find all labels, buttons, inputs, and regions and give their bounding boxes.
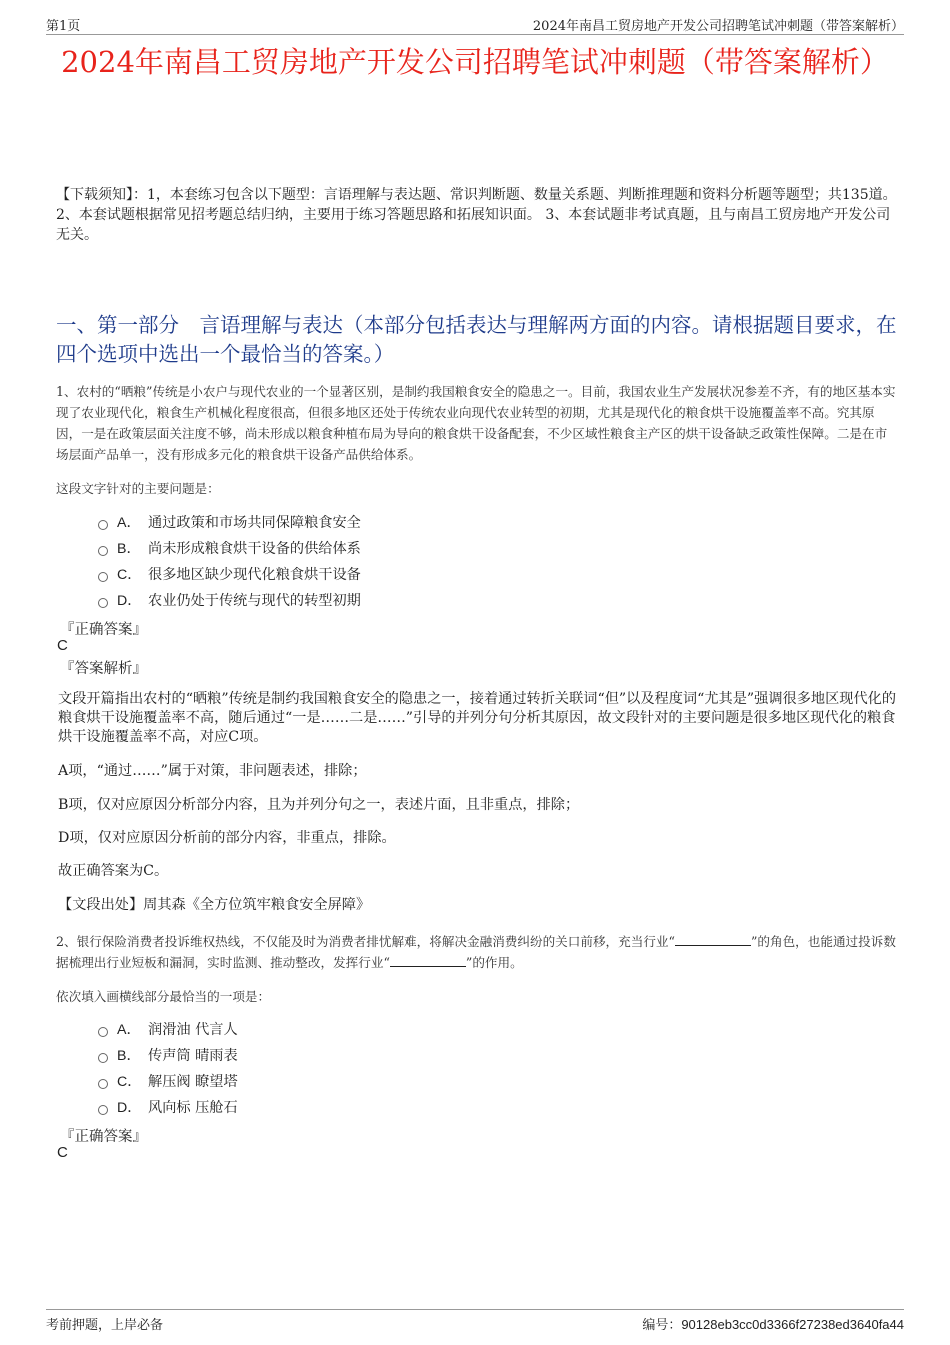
radio-icon[interactable] [98,546,108,556]
page-number: 第1页 [46,19,81,34]
header-doc-title: 2024年南昌工贸房地产开发公司招聘笔试冲刺题（带答案解析） [532,19,904,34]
option-text: 很多地区缺少现代化粮食烘干设备 [148,567,361,583]
radio-icon[interactable] [98,1053,108,1063]
option-d[interactable]: D． 农业仍处于传统与现代的转型初期 [98,587,361,613]
option-text: 解压阀 瞭望塔 [148,1074,238,1090]
section-heading: 一、第一部分 言语理解与表达（本部分包括表达与理解两方面的内容。请根据题目要求，在四个选项中选出一个最恰当的答案。） [56,313,897,366]
analysis-paragraph: B项，仅对应原因分析部分内容，且为并列分句之一，表述片面，且非重点，排除； [58,797,580,813]
radio-icon[interactable] [98,572,108,582]
option-text: 传声筒 晴雨表 [148,1048,238,1064]
radio-icon[interactable] [98,1079,108,1089]
question-2-stem: 2、银行保险消费者投诉维权热线，不仅能及时为消费者排忧解难，将解决金融消费纠纷的关口前移，充当行业“ ”的角色，也能通过投诉数据梳理出行业短板和漏洞，实时监测、推动整改，发挥行业“ ”的作用。 [56,934,896,970]
analysis-paragraph: D项，仅对应原因分析前的部分内容，非重点，排除。 [58,830,396,846]
answer-value: C [57,1144,68,1161]
option-text: 农业仍处于传统与现代的转型初期 [148,593,361,609]
document-code: 编号：90128eb3cc0d3366f27238ed3640fa44 [642,1317,904,1333]
question-1-options [98,509,361,613]
question-2-options [98,1016,238,1120]
option-b[interactable]: B． 尚未形成粮食烘干设备的供给体系 [98,535,361,561]
option-a[interactable]: A． 通过政策和市场共同保障粮食安全 [98,509,361,535]
option-text: 尚未形成粮食烘干设备的供给体系 [148,541,361,557]
source-citation: 【文段出处】周其森《全方位筑牢粮食安全屏障》 [58,897,371,913]
radio-icon[interactable] [98,598,108,608]
analysis-paragraph: 文段开篇指出农村的“晒粮”传统是制约我国粮食安全的隐患之一，接着通过转折关联词“但”以及程度词“尤其是”强调很多地区现代化的粮食烘干设施覆盖率不高，随后通过“一是……二是……”引导的并列分句分析其原因，故文段针对的主要问题是很多地区现代化的粮食烘干设施覆盖率不高，对应C项。 [58,691,897,745]
document-title: 2024年南昌工贸房地产开发公司招聘笔试冲刺题（带答案解析） [61,45,889,79]
option-b[interactable]: B． 传声筒 晴雨表 [98,1042,238,1068]
question-2-prompt: 依次填入画横线部分最恰当的一项是： [56,989,271,1004]
option-text: 风向标 压舱石 [148,1100,238,1116]
radio-icon[interactable] [98,1105,108,1115]
page-header [46,14,904,35]
radio-icon[interactable] [98,1027,108,1037]
option-d[interactable]: D． 风向标 压舱石 [98,1094,238,1120]
option-c[interactable]: C． 很多地区缺少现代化粮食烘干设备 [98,561,361,587]
option-text: 通过政策和市场共同保障粮食安全 [148,515,361,531]
option-text: 润滑油 代言人 [148,1022,238,1038]
option-a[interactable]: A． 润滑油 代言人 [98,1016,238,1042]
download-notice: 【下载须知】：1，本套练习包含以下题型：言语理解与表达题、常识判断题、数量关系题、判断推理题和资料分析题等题型；共135道。 2、本套试题根据常见招考题总结归纳，主要用于练习答题思路和拓展知识面。 3、本套试题非考试真题，且与南昌工贸房地产开发公司无关。 [56,187,897,243]
answer-label: 『正确答案』 [60,622,147,638]
analysis-label: 『答案解析』 [60,661,147,677]
footer-slogan: 考前押题，上岸必备 [46,1318,164,1333]
fill-blank [675,945,751,946]
answer-label: 『正确答案』 [60,1129,147,1145]
analysis-paragraph: 故正确答案为C。 [58,863,169,879]
analysis-paragraph: A项，“通过……”属于对策，非问题表述，排除； [58,763,367,779]
question-1-prompt: 这段文字针对的主要问题是： [56,481,220,496]
fill-blank [390,966,466,967]
option-c[interactable]: C． 解压阀 瞭望塔 [98,1068,238,1094]
page-footer [46,1309,904,1334]
question-1-stem: 1、农村的“晒粮”传统是小农户与现代农业的一个显著区别，是制约我国粮食安全的隐患之一。目前，我国农业生产发展状况参差不齐，有的地区基本实现了农业现代化，粮食生产机械化程度很高，但很多地区还处于传统农业向现代农业转型的初期，尤其是现代化的粮食烘干设施覆盖率不高。究其原因，一是在政策层面关注度不够，尚未形成以粮食种植布局为导向的粮食烘干设备配套，不少区域性粮食主产区的烘干设备缺乏政策性保障。二是在市场层面产品单一，没有形成多元化的粮食烘干设备产品供给体系。 [56,384,896,462]
radio-icon[interactable] [98,520,108,530]
answer-value: C [57,637,68,654]
